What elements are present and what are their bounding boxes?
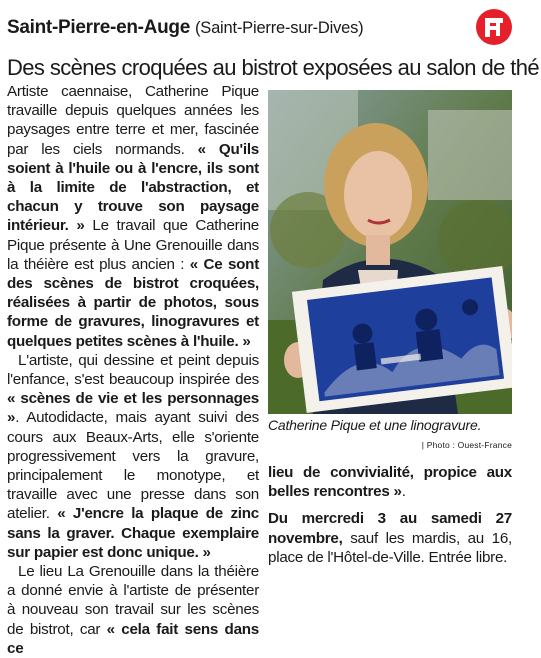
article-photo <box>268 90 512 414</box>
photo-credit: | Photo : Ouest-France <box>421 440 512 450</box>
paragraph-3-continued: lieu de convivialité, propice aux belles rencontres ». <box>268 464 512 501</box>
paragraph-1: Artiste caennaise, Catherine Pique travaille depuis quelques années les paysages entre terre et mer, fascinée par les ciels normands. « Qu'ils soient à l'huile ou à l'encre, ils sont à la limite de l'abstraction, et chacun y trouve son paysage intérieur. » Le travail que Catherine Pique présente à Une Grenouille dans la théière est plus ancien : « Ce sont des scènes de bistrot croquées, réalisées à partir de photos, sous forme de gravures, linogravures et quelques petites scènes à l'huile. » <box>7 83 260 350</box>
article-column-right <box>268 463 512 567</box>
event-dates: Du mercredi 3 au samedi 27 novembre, sauf les mardis, au 16, place de l'Hôtel-de-Ville. Entrée libre. <box>268 510 512 566</box>
article-column-left <box>7 82 259 658</box>
town-name: Saint-Pierre-en-Auge <box>7 17 190 38</box>
paragraph-2: L'artiste, qui dessine et peint depuis l'enfance, s'est beaucoup inspirée des « scènes de vie et les personnages ». Autodidacte, mais ayant suivi des cours aux Beaux-Arts, elle s'oriente progressivement vers la gravure, principalement le monotype, et travaille avec une presse dans son atelier. « J'encre la plaque de zinc sans la graver. Chaque exemplaire sur papier est donc unique. » <box>7 351 259 561</box>
headline: Des scènes croquées au bistrot exposées au salon de thé <box>7 55 540 80</box>
commune-name: (Saint-Pierre-sur-Dives) <box>194 19 364 37</box>
paragraph-3: Le lieu La Grenouille dans la théière a donné envie à l'artiste de présenter à nouveau son travail sur les scènes de bistrot, car « cela fait sens dans ce <box>7 563 259 657</box>
ouest-france-logo-icon <box>475 8 513 46</box>
article-header <box>7 17 481 43</box>
photo-caption: Catherine Pique et une linogravure. <box>268 417 482 433</box>
